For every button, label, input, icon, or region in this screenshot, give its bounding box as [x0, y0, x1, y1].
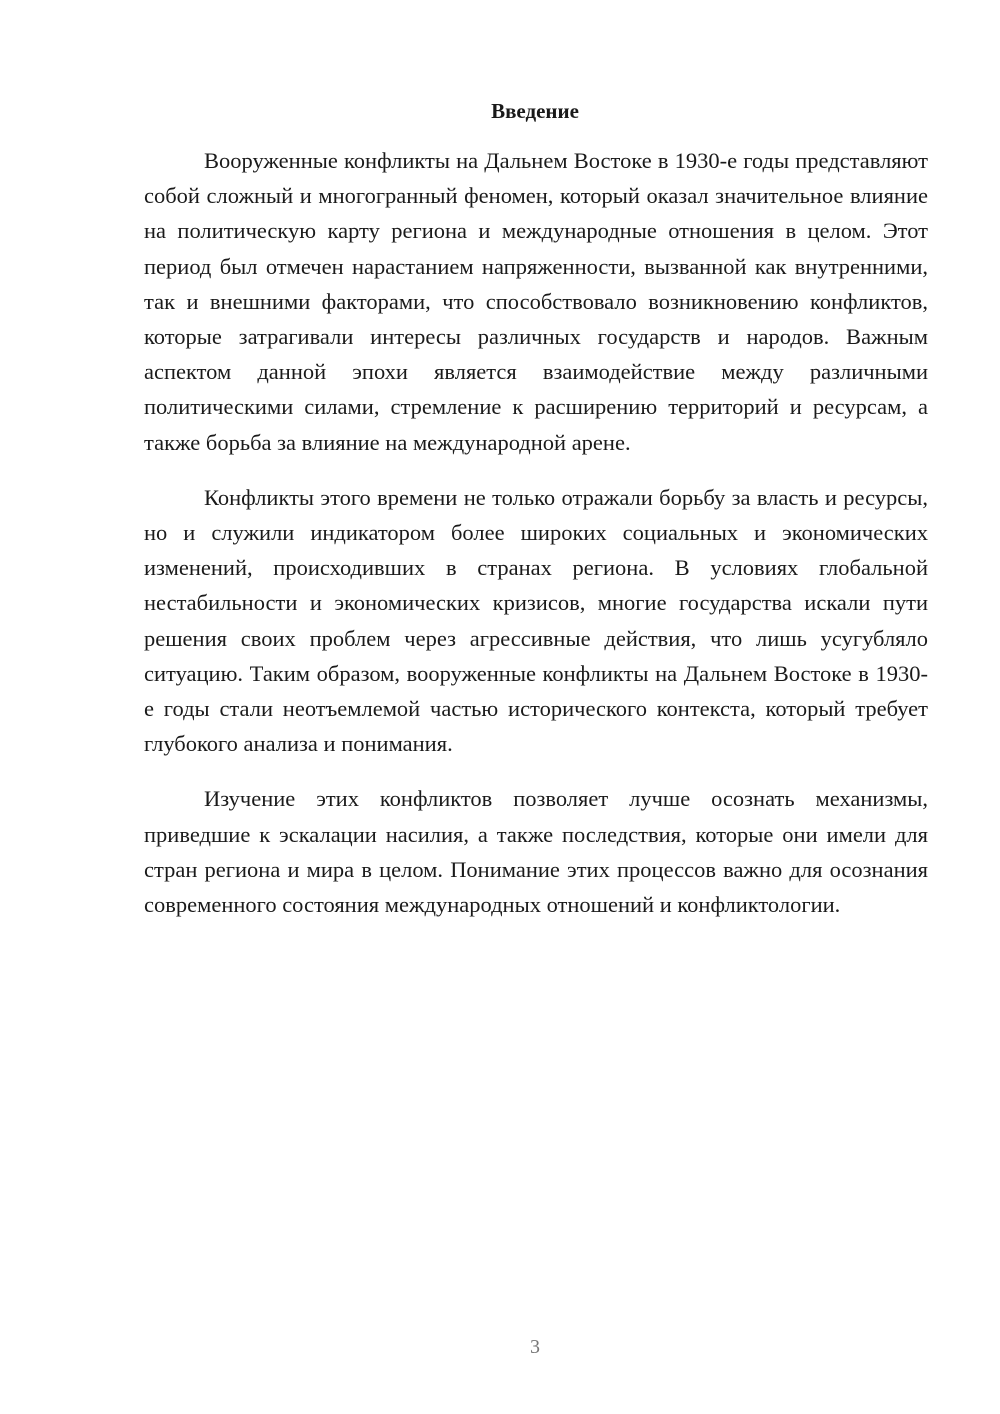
paragraph-2: Конфликты этого времени не только отражали борьбу за власть и ресурсы, но и служили индикатором более широких социальных и экономических изменений, происходивших в странах региона. В условиях глобальной нестабильности и экономических кризисов, многие государства искали пути решения своих проблем через агрессивные действия, что лишь усугубляло ситуацию. Таким образом, вооруженные конфликты на Дальнем Востоке в 1930-е годы стали неотъемлемой частью исторического контекста, который требует глубокого анализа и понимания.	[144, 484, 928, 757]
page-number: 3	[530, 1336, 540, 1358]
section-heading: Введение	[491, 99, 579, 123]
body-text	[144, 143, 928, 942]
paragraph-3: Изучение этих конфликтов позволяет лучше осознать механизмы, приведшие к эскалации насилия, а также последствия, которые они имели для стран региона и мира в целом. Понимание этих процессов важно для осознания современного состояния международных отношений и конфликтологии.	[144, 786, 928, 918]
paragraph-1: Вооруженные конфликты на Дальнем Востоке в 1930-е годы представляют собой сложный и многогранный феномен, который оказал значительное влияние на политическую карту региона и международные отношения в целом. Этот период был отмечен нарастанием напряженности, вызванной как внутренними, так и внешними факторами, что способствовало возникновению конфликтов, которые затрагивали интересы различных государств и народов. Важным аспектом данной эпохи является взаимодействие между различными политическими силами, стремление к расширению территорий и ресурсам, а также борьба за влияние на международной арене.	[144, 148, 928, 455]
